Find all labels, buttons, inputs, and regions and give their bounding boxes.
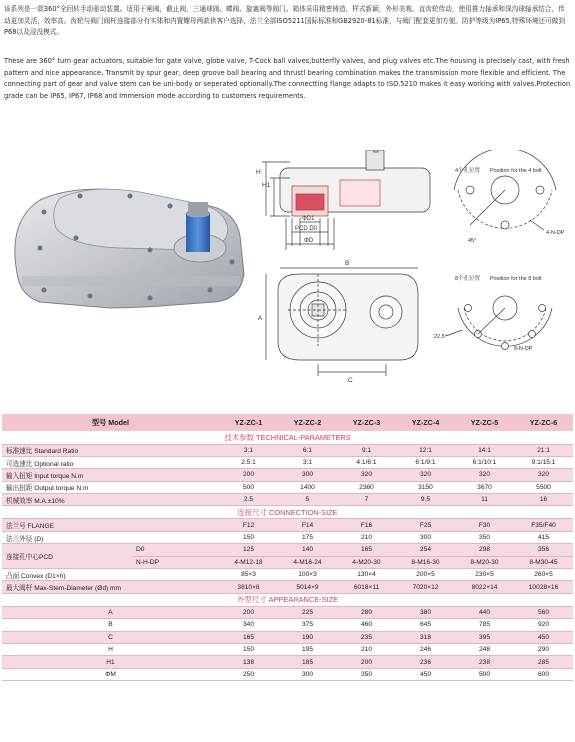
label-4-n-dp: 4-N-DP bbox=[546, 230, 565, 236]
table-row: 可选速比 Optional ratio 2.5:1 3:1 4:1/6:1 6:1/9:1 6:1/10:1 9:1/15:1 bbox=[2, 456, 573, 468]
label-a: A bbox=[258, 315, 263, 322]
table-row: 标准速比 Standard Ratio 3:1 6:1 9:1 12:1 14:1 21:1 bbox=[2, 444, 573, 456]
model-col-2: YZ-ZC-2 bbox=[278, 414, 337, 431]
table-row: 凸面 Convex (D1×h) 85×3 100×3 130×4 200×5 230×5 260×5 bbox=[2, 569, 573, 581]
label-angle45: 45° bbox=[468, 238, 477, 244]
section-header-appearance: 外型尺寸 APPEARANCE-SIZE bbox=[2, 593, 573, 606]
table-row: H 150 195 210 246 248 290 bbox=[2, 643, 573, 655]
gearbox-photo bbox=[15, 189, 244, 308]
flange-8-bolt-drawing bbox=[446, 296, 552, 350]
table-row: H1 138 185 200 236 238 285 bbox=[2, 656, 573, 668]
label-bolt4-cn: 4个孔位置 bbox=[455, 168, 481, 174]
flange-4-bolt-drawing bbox=[454, 150, 556, 230]
section-header-connection: 连接尺寸 CONNECTION-SIZE bbox=[2, 506, 573, 519]
table-row: 机械效率 M.A.±10% 2.5 5 7 9.5 11 16 bbox=[2, 494, 573, 506]
table-row: 最大阀杆 Max-Stem-Diameter (Ød) mm 3810×8 5014×9 6018×11 7020×12 8022×14 10028×16 bbox=[2, 581, 573, 593]
section-drawing bbox=[262, 150, 430, 250]
model-col-4: YZ-ZC-4 bbox=[396, 414, 455, 431]
spec-table bbox=[2, 414, 573, 681]
model-col-5: YZ-ZC-5 bbox=[455, 414, 514, 431]
label-bolt8-cn: 8个孔位置 bbox=[455, 276, 481, 282]
model-col-6: YZ-ZC-6 bbox=[514, 414, 573, 431]
table-row: B 340 375 460 645 785 920 bbox=[2, 619, 573, 631]
table-row: N-H-DP 4-M12-18 4-M16-24 4-M20-30 8-M16-30 8-M20-30 8-M30-45 bbox=[2, 556, 573, 568]
table-row: 输入扭矩 Input torque N.m 200 300 320 320 320 320 bbox=[2, 469, 573, 481]
table-header-row bbox=[2, 414, 573, 431]
label-phi-d1: ΦD1 bbox=[302, 216, 315, 222]
table-row: A 200 225 280 380 440 560 bbox=[2, 606, 573, 618]
top-view-drawing bbox=[266, 268, 418, 376]
model-col-3: YZ-ZC-3 bbox=[337, 414, 396, 431]
label-bolt8-en: Position for the 8 bolt bbox=[490, 276, 542, 282]
label-h: H bbox=[256, 169, 261, 176]
label-8-n-dp: 8-N-DP bbox=[514, 346, 533, 352]
table-row: 输出扭距 Output torque N.m 500 1400 2360 3150 3670 5500 bbox=[2, 481, 573, 493]
table-row: 连接孔中心PCD D0 125 140 165 254 298 356 bbox=[2, 544, 573, 556]
label-b: B bbox=[345, 260, 350, 267]
table-row: C 165 190 235 318 395 450 bbox=[2, 631, 573, 643]
label-pcd-d0: PCD D0 bbox=[295, 226, 318, 232]
label-angle22: 22.5° bbox=[434, 334, 447, 340]
model-col-1: YZ-ZC-1 bbox=[219, 414, 278, 431]
table-row: ΦM 250 300 350 450 500 600 bbox=[2, 668, 573, 680]
label-h1: H1 bbox=[262, 182, 271, 189]
label-bolt4-en: Position for the 4 bolt bbox=[490, 168, 542, 174]
table-row: 法兰外径 (D) 150 175 210 300 350 415 bbox=[2, 531, 573, 543]
table-row: 法兰号 FLANGE F12 F14 F16 F25 F30 F35/F40 bbox=[2, 519, 573, 531]
pcd-group-label: 连接孔中心PCD bbox=[2, 544, 132, 569]
section-header-tech: 技术参数 TECHNICAL-PARAMETERS bbox=[2, 431, 573, 444]
label-c: C bbox=[348, 377, 353, 384]
intro-chinese: 该系列是一款360°全回转手动驱动装置。适用于闸阀，截止阀，三通球阀、蝶阀、旋塞阀等阀门。箱体采用精密铸造，样式新颖，外形美观。直齿轮传动，使用推力轴承和深沟球轴承结合，传动更加灵活，效率高。齿轮与阀门阀杆连接部分有实体和内置螺母两款供客户选择，法兰全部ISO5211国际标准和GB2920-81标准，与阀门配套更加方便。防护等级为IP65,特殊环境还可做到P68以及浸没模式。 bbox=[4, 5, 566, 36]
label-phi-d: ΦD bbox=[304, 238, 314, 244]
model-label: 型号 Model bbox=[2, 414, 219, 431]
intro-english: These are 360° turn gear actuators, suitable for gate valve, globe valve, T-Cock ball valves,butterfly valves, and plug valves etc.The housing is precisely cast, with fresh pattern and nice appearance. Transmit by spur gear, deep groove ball bearing and thrustl bearing combination makes the transmission more flexible and efficient. The connecting part of gear and valve stem can be uni-body or seperated optionally.The connectting flange adapts to ISO.5210 makes it easy working with valves.Protection grade can be IP65, IP67, IP68 and Immersion mode according to customers requirements. bbox=[4, 57, 571, 100]
product-figures bbox=[0, 150, 575, 402]
